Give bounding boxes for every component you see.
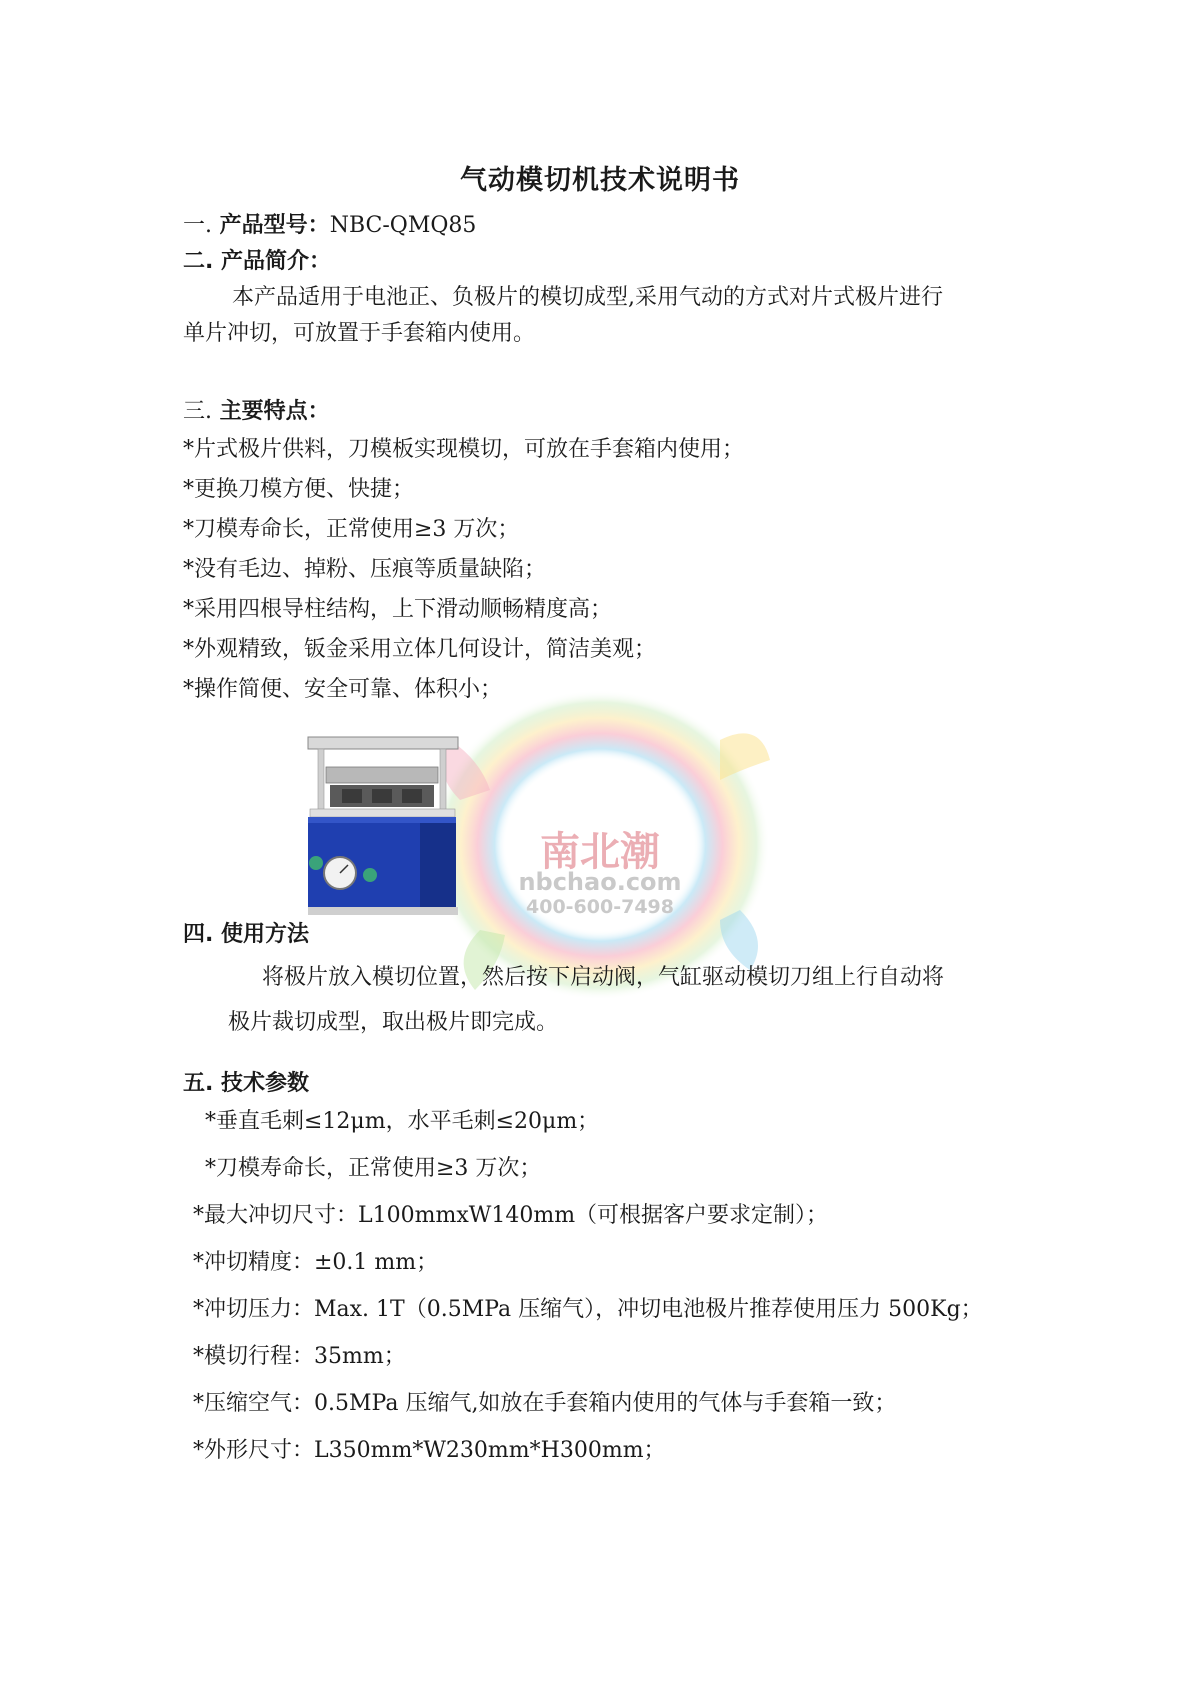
- feature-item: *没有毛边、掉粉、压痕等质量缺陷；: [183, 557, 547, 582]
- section-label: 使用方法: [221, 922, 310, 947]
- section-intro: [183, 247, 331, 277]
- intro-line-2: 单片冲切，可放置于手套箱内使用。: [183, 321, 536, 346]
- section-number: 三.: [183, 399, 212, 424]
- section-number: 一.: [183, 213, 212, 238]
- document-title: 气动模切机技术说明书: [460, 165, 740, 196]
- section-features: [183, 397, 330, 427]
- section-model: [183, 211, 476, 241]
- watermark-domain: nbchao.com: [518, 868, 682, 896]
- spec-item: *外形尺寸：L350mm*W230mm*H300mm；: [193, 1438, 666, 1463]
- spec-item: *冲切精度：±0.1 mm；: [193, 1250, 439, 1275]
- intro-line-1: 本产品适用于电池正、负极片的模切成型,采用气动的方式对片式极片进行: [232, 285, 943, 310]
- watermark-brand: 南北潮: [540, 829, 660, 875]
- section-number: 五.: [183, 1071, 214, 1096]
- spec-item: *垂直毛刺≤12μm，水平毛刺≤20μm；: [205, 1109, 600, 1134]
- model-value: NBC-QMQ85: [329, 213, 477, 238]
- spec-item: *最大冲切尺寸：L100mmxW140mm（可根据客户要求定制）；: [193, 1203, 829, 1228]
- section-label: 产品型号：: [219, 213, 330, 238]
- spec-item: *模切行程：35mm；: [193, 1344, 406, 1369]
- watermark-phone: 400-600-7498: [526, 896, 674, 918]
- section-number: 二.: [183, 249, 214, 274]
- product-photo: [300, 735, 465, 920]
- feature-item: *片式极片供料，刀模板实现模切，可放在手套箱内使用；: [183, 437, 745, 462]
- feature-item: *外观精致，钣金采用立体几何设计，简洁美观；: [183, 637, 657, 662]
- section-specs: [183, 1069, 309, 1099]
- usage-line-1: 将极片放入模切位置，然后按下启动阀，气缸驱动模切刀组上行自动将: [262, 965, 945, 990]
- section-label: 技术参数: [221, 1071, 310, 1096]
- feature-item: *刀模寿命长，正常使用≥3 万次；: [183, 517, 520, 542]
- feature-item: *采用四根导柱结构，上下滑动顺畅精度高；: [183, 597, 613, 622]
- spec-item: *刀模寿命长，正常使用≥3 万次；: [205, 1156, 542, 1181]
- section-number: 四.: [183, 922, 214, 947]
- section-label: 主要特点：: [219, 399, 330, 424]
- spec-item: *冲切压力：Max. 1T（0.5MPa 压缩气），冲切电池极片推荐使用压力 500Kg；: [193, 1297, 983, 1322]
- spec-item: *压缩空气：0.5MPa 压缩气,如放在手套箱内使用的气体与手套箱一致；: [193, 1391, 897, 1416]
- feature-item: *更换刀模方便、快捷；: [183, 477, 415, 502]
- section-label: 产品简介：: [221, 249, 332, 274]
- usage-line-2: 极片裁切成型，取出极片即完成。: [228, 1010, 559, 1035]
- feature-item: *操作简便、安全可靠、体积小；: [183, 677, 503, 702]
- section-usage: [183, 920, 309, 950]
